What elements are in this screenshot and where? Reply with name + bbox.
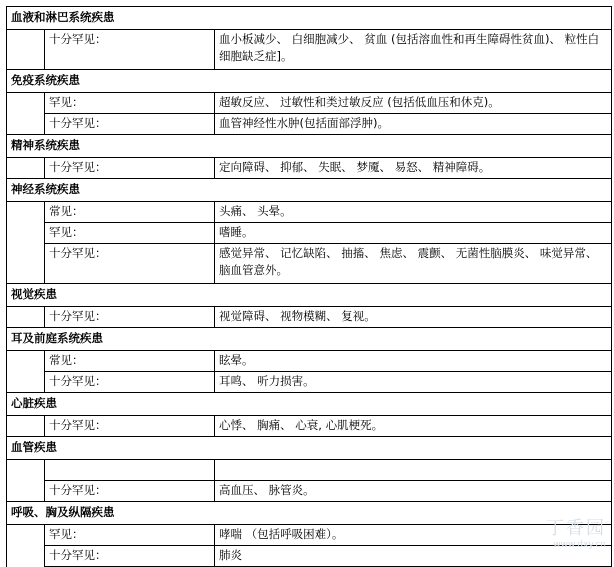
frequency-cell: 十分罕见： xyxy=(45,416,215,437)
watermark-text: 丁香园 xyxy=(546,518,606,539)
category-label: 血液和淋巴系统疾患 xyxy=(7,7,612,30)
indent-cell xyxy=(7,372,45,393)
category-row xyxy=(7,393,612,416)
category-row xyxy=(7,502,612,525)
frequency-cell: 罕见： xyxy=(45,93,215,114)
table-body xyxy=(7,7,612,567)
frequency-cell: 十分罕见： xyxy=(45,158,215,179)
indent-cell xyxy=(7,223,45,244)
indent-cell xyxy=(7,351,45,372)
description-cell: 超敏反应、 过敏性和类过敏反应 (包括低血压和休克)。 xyxy=(215,93,612,114)
frequency-cell: 十分罕见： xyxy=(45,546,215,567)
indent-cell xyxy=(7,525,45,546)
indent-cell xyxy=(7,114,45,135)
category-row xyxy=(7,7,612,30)
frequency-cell: 十分罕见： xyxy=(45,307,215,328)
table-row xyxy=(7,114,612,135)
indent-cell xyxy=(7,158,45,179)
table-row xyxy=(7,546,612,567)
table-row xyxy=(7,372,612,393)
frequency-cell: 罕见： xyxy=(45,223,215,244)
category-label: 耳及前庭系统疾患 xyxy=(7,328,612,351)
frequency-cell: 十分罕见： xyxy=(45,30,215,70)
category-label: 免疫系统疾患 xyxy=(7,70,612,93)
frequency-cell: 罕见： xyxy=(45,525,215,546)
description-cell: 高血压、 脉管炎。 xyxy=(215,481,612,502)
table-row xyxy=(7,30,612,70)
frequency-cell: 十分罕见： xyxy=(45,372,215,393)
table-row xyxy=(7,307,612,328)
category-row xyxy=(7,437,612,460)
description-cell: 血小板减少、 白细胞减少、 贫血 (包括溶血性和再生障碍性贫血)、 粒性白细胞缺乏症]。 xyxy=(215,30,612,70)
table-row xyxy=(7,244,612,284)
category-label: 神经系统疾患 xyxy=(7,179,612,202)
table-row xyxy=(7,93,612,114)
description-cell: 感觉异常、 记忆缺陷、 抽搐、 焦虑、 震颤、 无菌性脑膜炎、 味觉异常、 脑血管意外。 xyxy=(215,244,612,284)
indent-cell xyxy=(7,416,45,437)
frequency-cell: 十分罕见： xyxy=(45,481,215,502)
category-label: 精神系统疾患 xyxy=(7,135,612,158)
indent-cell xyxy=(7,30,45,70)
category-row xyxy=(7,179,612,202)
category-row xyxy=(7,70,612,93)
table-row xyxy=(7,223,612,244)
watermark-url: www.dxy.cn xyxy=(553,540,606,550)
description-cell: 眩晕。 xyxy=(215,351,612,372)
category-row xyxy=(7,135,612,158)
table-row xyxy=(7,460,612,481)
frequency-cell xyxy=(45,460,215,481)
category-label: 视觉疾患 xyxy=(7,284,612,307)
description-cell: 定向障碍、 抑郁、 失眠、 梦魇、 易怒、 精神障碍。 xyxy=(215,158,612,179)
watermark xyxy=(546,514,606,550)
table-row xyxy=(7,416,612,437)
frequency-cell: 常见： xyxy=(45,202,215,223)
description-cell: 心悸、 胸痛、 心衰, 心肌梗死。 xyxy=(215,416,612,437)
adverse-reactions-table xyxy=(6,6,612,567)
category-row xyxy=(7,284,612,307)
description-cell: 血管神经性水肿(包括面部浮肿)。 xyxy=(215,114,612,135)
category-label: 心脏疾患 xyxy=(7,393,612,416)
table-row xyxy=(7,202,612,223)
description-cell: 视觉障碍、 视物模糊、 复视。 xyxy=(215,307,612,328)
description-cell: 嗜睡。 xyxy=(215,223,612,244)
description-cell xyxy=(215,460,612,481)
table-row xyxy=(7,481,612,502)
category-row xyxy=(7,328,612,351)
table-row xyxy=(7,351,612,372)
description-cell: 耳鸣、 听力损害。 xyxy=(215,372,612,393)
description-cell: 头痛、 头晕。 xyxy=(215,202,612,223)
frequency-cell: 十分罕见： xyxy=(45,114,215,135)
indent-cell xyxy=(7,460,45,481)
indent-cell xyxy=(7,546,45,567)
indent-cell xyxy=(7,93,45,114)
table-row xyxy=(7,158,612,179)
frequency-cell: 十分罕见： xyxy=(45,244,215,284)
indent-cell xyxy=(7,244,45,284)
category-label: 呼吸、胸及纵隔疾患 xyxy=(7,502,612,525)
description-cell: 哮喘 （包括呼吸困难）。 xyxy=(215,525,612,546)
indent-cell xyxy=(7,481,45,502)
indent-cell xyxy=(7,202,45,223)
description-cell: 肺炎 xyxy=(215,546,612,567)
category-label: 血管疾患 xyxy=(7,437,612,460)
indent-cell xyxy=(7,307,45,328)
table-row xyxy=(7,525,612,546)
frequency-cell: 常见： xyxy=(45,351,215,372)
